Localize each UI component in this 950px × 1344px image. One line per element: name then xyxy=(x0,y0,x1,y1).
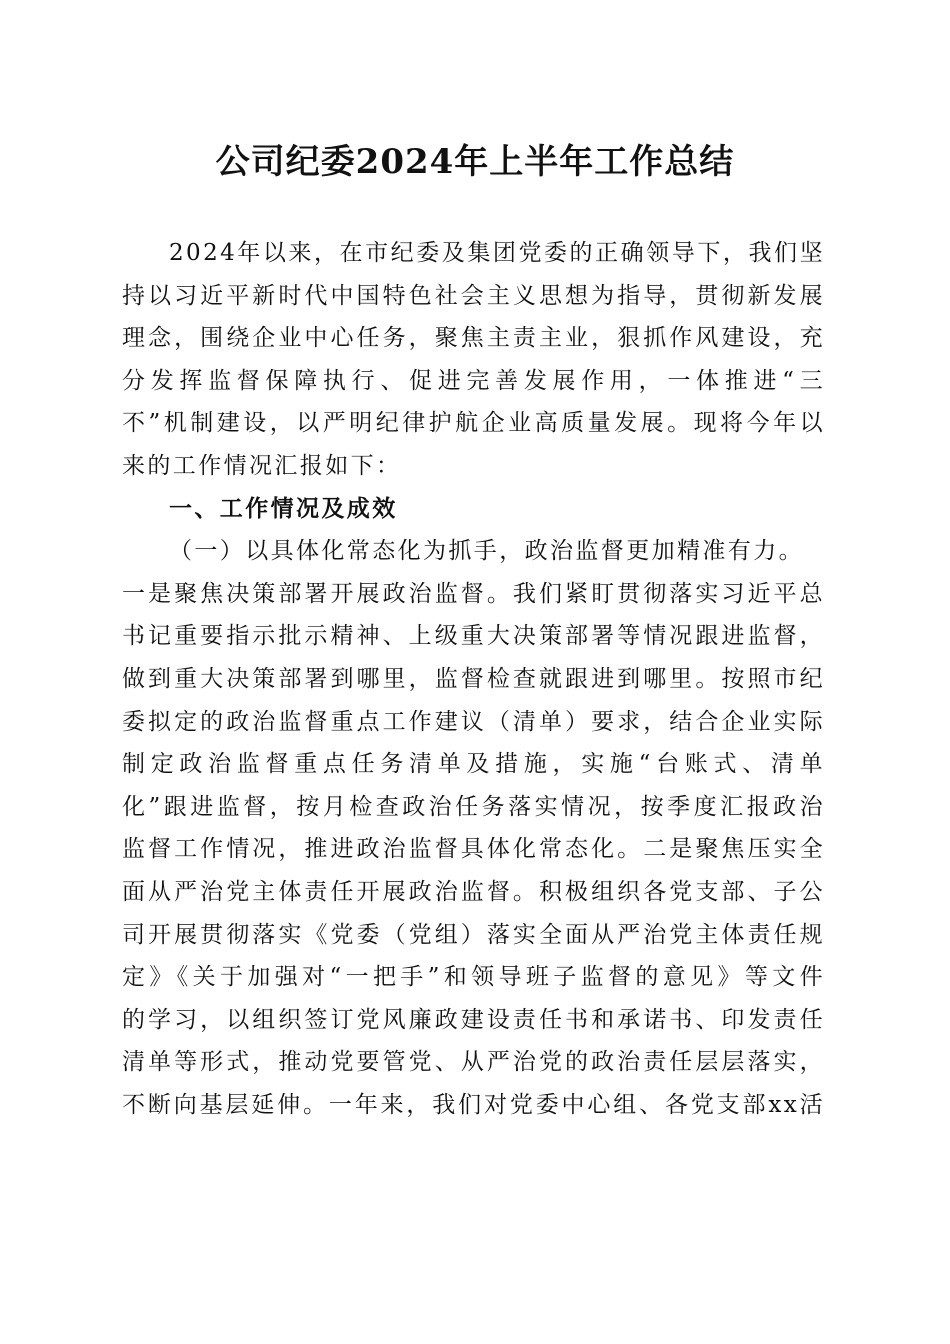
paragraph-line: 监督工作情况，推进政治监督具体化常态化。二是聚焦压实全 xyxy=(122,836,825,863)
paragraph-line: 面从严治党主体责任开展政治监督。积极组织各党支部、子公 xyxy=(122,878,825,905)
paragraph-line: 清单等形式，推动党要管党、从严治党的政治责任层层落实， xyxy=(122,1049,825,1076)
paragraph-line: 化”跟进监督，按月检查政治任务落实情况，按季度汇报政治 xyxy=(122,793,825,820)
paragraph-line: 制定政治监督重点任务清单及措施，实施“台账式、清单 xyxy=(122,751,825,778)
paragraph-line: 不断向基层延伸。一年来，我们对党委中心组、各党支部xx活 xyxy=(122,1091,825,1118)
paragraph-line: 理念，围绕企业中心任务，聚焦主责主业，狠抓作风建设，充 xyxy=(122,325,825,352)
paragraph-line: 司开展贯彻落实《党委（党组）落实全面从严治党主体责任规 xyxy=(122,921,825,948)
document-title: 公司纪委2024年上半年工作总结 xyxy=(215,142,735,182)
paragraph-line: 不”机制建设，以严明纪律护航企业高质量发展。现将今年以 xyxy=(122,410,825,437)
paragraph-line: 来的工作情况汇报如下： xyxy=(122,452,402,479)
paragraph-line: 做到重大决策部署到哪里，监督检查就跟进到哪里。按照市纪 xyxy=(122,665,825,692)
paragraph-line: 书记重要指示批示精神、上级重大决策部署等情况跟进监督， xyxy=(122,623,825,650)
paragraph-line: 持以习近平新时代中国特色社会主义思想为指导，贯彻新发展 xyxy=(122,282,825,309)
paragraph-line: 的学习，以组织签订党风廉政建设责任书和承诺书、印发责任 xyxy=(122,1006,825,1033)
subsection-heading: （一）以具体化常态化为抓手，政治监督更加精准有力。 xyxy=(169,538,804,565)
document-body xyxy=(122,232,825,1126)
paragraph-line: 2024年以来，在市纪委及集团党委的正确领导下，我们坚 xyxy=(169,240,825,266)
paragraph-line: 定》《关于加强对“一把手”和领导班子监督的意见》等文件 xyxy=(122,964,825,991)
paragraph-line: 一是聚焦决策部署开展政治监督。我们紧盯贯彻落实习近平总 xyxy=(122,580,825,607)
paragraph-line: 分发挥监督保障执行、促进完善发展作用，一体推进“三 xyxy=(122,367,825,394)
paragraph-line: 委拟定的政治监督重点工作建议（清单）要求，结合企业实际 xyxy=(122,708,825,735)
section-heading: 一、工作情况及成效 xyxy=(169,494,398,522)
